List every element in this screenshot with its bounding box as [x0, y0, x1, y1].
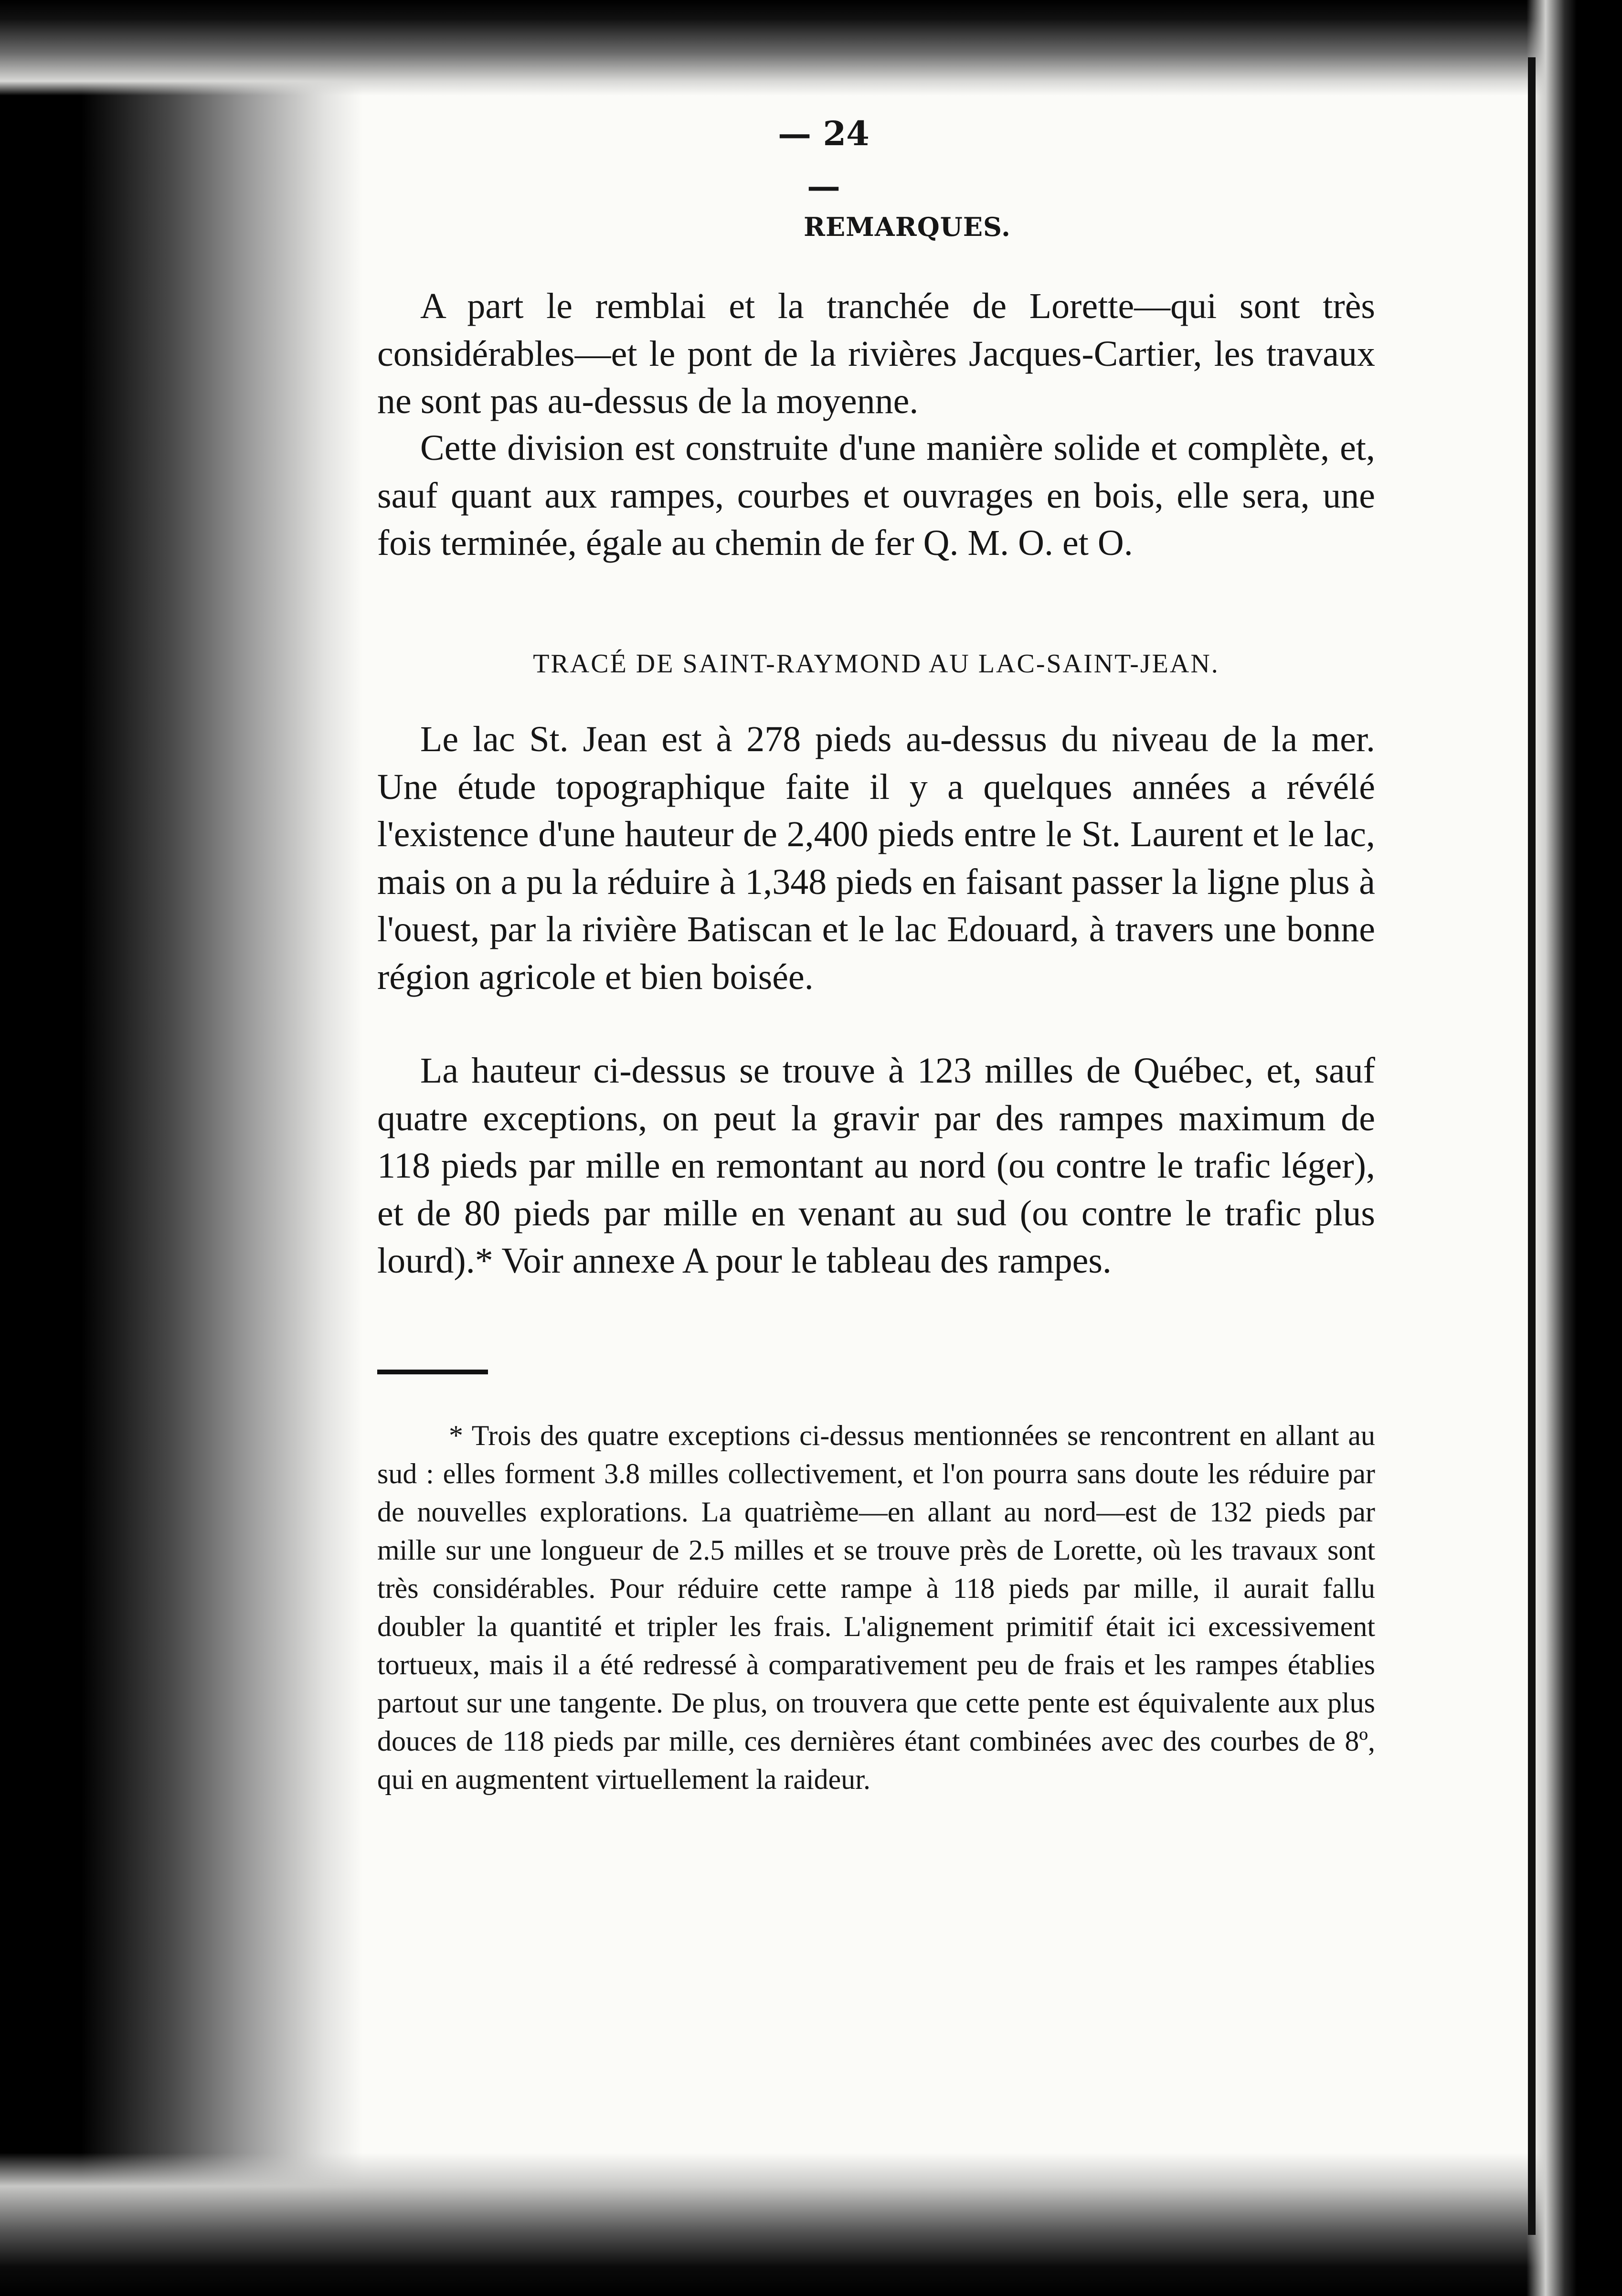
paragraph: A part le remblai et la tranchée de Lorette—qui sont très considérables—et le pont de la rivières Jacques-Cartier, les travaux ne sont pas au-dessus de la moyenne. [377, 286, 1375, 421]
scan-shadow-bottom [0, 2153, 1622, 2296]
scan-shadow-top [0, 0, 1622, 96]
footnote-rule [377, 1370, 488, 1374]
footnote: * Trois des quatre exceptions ci-dessus mentionnées se rencontrent en allant au sud : elles forment 3.8 milles collectivement, et l'on pourra sans doute les réduire par de nouvelles explorations. La quatrième—en allant au nord—est de 132 pieds par mille sur une longueur de 2.5 milles et se trouve près de Lorette, où les travaux sont très considérables. Pour réduire cette rampe à 118 pieds par mille, il aurait fallu doubler la quantité et tripler les frais. L'alignement primitif était ici excessivement tortueux, mais il a été redressé à comparativement peu de frais et les rampes établies partout sur une tangente. De plus, on trouvera que cette pente est équivalente aux plus douces de 118 pieds par mille, ces dernières étant combinées avec des courbes de 8º, qui en augmentent virtuellement la raideur. [377, 1420, 1375, 1795]
scan-border-line [1528, 57, 1536, 2235]
page-number: — 24 — [778, 114, 869, 206]
scan-shadow-left [0, 0, 363, 2296]
paragraph: La hauteur ci-dessus se trouve à 123 milles de Québec, et, sauf quatre exceptions, on peut la gravir par des rampes maximum de 118 pieds par mille en remontant au nord (ou contre le trafic léger), et de 80 pieds par mille en venant au sud (ou contre le trafic plus lourd).* Voir annexe A pour le tableau des rampes. [377, 1051, 1375, 1281]
paragraph: Cette division est construite d'une manière solide et complète, et, sauf quant aux rampes, courbes et ouvrages en bois, elle sera, une fois terminée, égale au chemin de fer Q. M. O. et O. [377, 428, 1375, 563]
route-subheading: TRACÉ DE SAINT-RAYMOND AU LAC-SAINT-JEAN. [533, 649, 1219, 679]
scan-shadow-right [1527, 0, 1622, 2296]
paragraph: Le lac St. Jean est à 278 pieds au-dessus du niveau de la mer. Une étude topographique faite il y a quelques années a révélé l'existence d'une hauteur de 2,400 pieds entre le St. Laurent et le lac, mais on a pu la réduire à 1,348 pieds en faisant passer la ligne plus à l'ouest, par la rivière Batiscan et le lac Edouard, à travers une bonne région agricole et bien boisée. [377, 719, 1375, 997]
section-heading: REMARQUES. [804, 212, 1011, 242]
